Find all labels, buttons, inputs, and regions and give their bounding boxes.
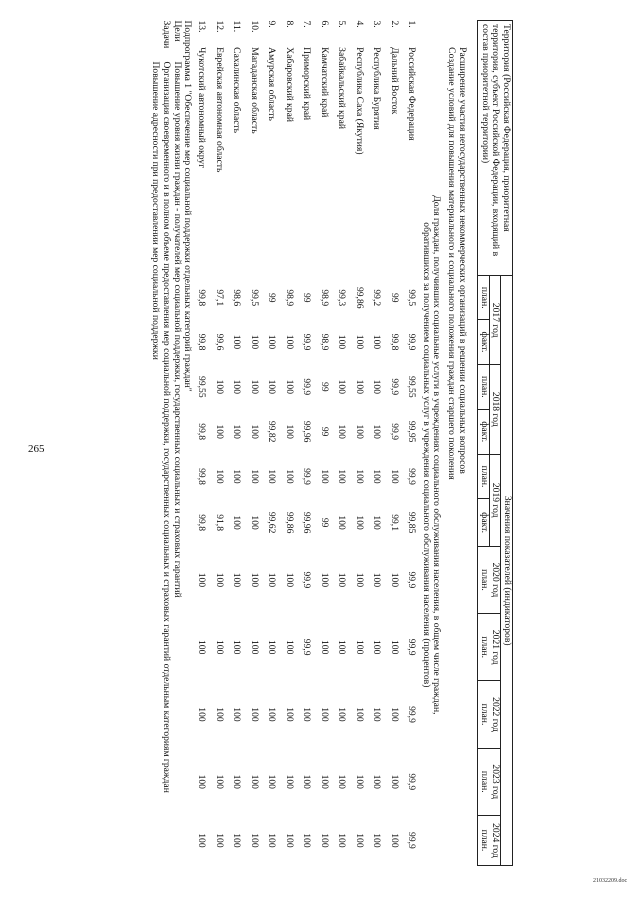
value-cell: 100 [283,640,295,655]
value-cell: 100 [318,707,330,722]
paragraph-row [456,21,477,866]
territory-name: Приморский край [301,47,313,121]
territory-name: Забайкальский край [336,47,348,129]
value-cell: 100 [371,774,383,789]
data-rows [192,21,420,866]
year-2019: 2019 год [489,454,501,546]
tasks-label: Задачи [160,20,172,49]
value-cell: 100 [336,334,348,350]
value-cell: 99,9 [388,423,400,441]
value-cell: 100 [231,833,243,848]
year-2017: 2017 год [489,276,501,364]
value-cell: 99,9 [301,378,313,396]
value-cell: 100 [283,424,295,439]
subprogram-row [182,21,193,866]
value-cell: 100 [248,469,260,484]
territory-header: Территория (Российская Федерация, приоритетная территория, субъект Российской Федерации, входящий в состав приоритетной территории) [477,21,512,276]
row-number: 2. [388,20,400,28]
value-cell: 100 [213,707,225,722]
row-number: 10. [248,20,260,33]
header-row-1 [501,21,513,866]
value-cell: 100 [248,833,260,848]
territory-name: Амурская область [266,47,278,121]
value-cell: 100 [248,515,260,530]
value-cell: 100 [213,833,225,848]
value-cell: 100 [371,833,383,848]
value-cell: 99,86 [283,511,295,534]
table-row [402,21,420,866]
value-cell: 100 [231,469,243,484]
table-row [350,21,368,866]
indicators-table [149,20,513,866]
value-cell: 99,9 [301,468,313,485]
row-number: 3. [371,20,383,28]
subprogram-title: Подпрограмма 1 "Обеспечение мер социальной поддержки отдельных категорий граждан" [182,20,194,392]
value-cell: 100 [196,707,208,722]
value-cell: 100 [231,640,243,655]
row-number: 4. [353,20,365,28]
value-cell: 100 [231,334,243,350]
value-cell: 99,8 [196,333,208,351]
value-cell: 100 [283,469,295,484]
table-row [297,21,315,866]
indicators-header: Значения показателей (индикаторов) [501,276,513,866]
value-cell: 100 [371,334,383,350]
value-cell: 99,96 [301,511,313,534]
value-cell: 100 [388,774,400,789]
value-cell: 99,86 [353,286,365,309]
value-cell: 99,1 [388,514,400,531]
value-cell: 99,2 [371,289,383,307]
value-cell: 100 [318,774,330,789]
value-cell: 99,9 [406,773,418,791]
value-cell: 100 [248,334,260,350]
paragraph-1: Расширение участия негосударственных некоммерческих организаций в решении социальных вопросов [456,47,468,474]
value-cell: 100 [301,833,313,848]
value-cell: 100 [371,379,383,395]
value-cell: 100 [196,774,208,789]
value-cell: 100 [336,774,348,789]
tasks-cell [149,21,170,866]
value-cell: 100 [266,572,278,588]
value-cell: 100 [213,572,225,588]
value-cell: 100 [266,379,278,395]
goals-row [171,21,182,866]
value-cell: 100 [353,833,365,848]
value-cell: 99,8 [388,333,400,351]
value-cell: 99 [388,292,400,303]
territory-name: Камчатский край [318,47,330,118]
plan-2017: план. [477,276,489,320]
value-cell: 100 [353,572,365,588]
fact-2018: факт. [477,409,489,454]
value-cell: 100 [353,379,365,395]
value-cell: 100 [336,572,348,588]
value-cell: 100 [318,640,330,655]
year-2020: 2020 год план. [477,546,500,613]
value-cell: 100 [266,774,278,789]
value-cell: 99,5 [406,289,418,307]
indicator-title-row [420,21,431,866]
value-cell: 100 [213,469,225,484]
table-row [280,21,298,866]
year-2023: 2023 год план. [477,748,500,815]
task-2: Повышение адресности при предоставлении мер социальной поддержки [150,61,162,360]
value-cell: 100 [353,707,365,722]
fact-2019: факт. [477,499,489,546]
value-cell: 100 [248,640,260,655]
territory-name: Магаданская область [248,47,260,134]
value-cell: 100 [318,469,330,484]
value-cell: 100 [248,572,260,588]
value-cell: 99,3 [336,289,348,307]
table-row [332,21,350,866]
table-row [210,21,228,866]
footer-code: 21032209.doc [593,878,628,884]
value-cell: 99 [266,292,278,303]
indicator-title-row [431,21,446,866]
value-cell: 100 [336,707,348,722]
value-cell: 99,82 [266,420,278,443]
territory-name: Республика Саха (Якутия) [353,47,365,155]
value-cell: 100 [318,833,330,848]
value-cell: 100 [213,424,225,439]
page-number: 265 [28,443,45,455]
value-cell: 100 [231,515,243,530]
value-cell: 100 [371,572,383,588]
value-cell: 99,9 [301,571,313,589]
task-1: Организация своевременного и в полном объеме предоставления мер социальной поддержки, государственных социальных и страховых гарантий отдельным категориям граждан [160,61,172,793]
value-cell: 99,5 [248,289,260,307]
value-cell: 100 [283,379,295,395]
value-cell: 99,85 [406,511,418,534]
value-cell: 99,6 [213,333,225,351]
value-cell: 99 [318,426,330,437]
value-cell: 100 [283,774,295,789]
value-cell: 100 [283,572,295,588]
value-cell: 99,9 [406,832,418,849]
value-cell: 98,9 [283,289,295,307]
value-cell: 99 [318,517,330,528]
value-cell: 99,9 [406,571,418,589]
value-cell: 100 [213,774,225,789]
value-cell: 100 [336,379,348,395]
value-cell: 100 [231,424,243,439]
goals-value: Повышение уровня жизни граждан - получателей мер социальной поддержки, государственных социальных и страховых гарантий [171,61,183,598]
row-number: 12. [213,20,225,33]
paragraph-2: Создание условий для повышения материального и социального положения граждан старшего поколения [446,47,458,480]
value-cell: 97,1 [213,289,225,307]
table-row [367,21,385,866]
year-2021: 2021 год план. [477,614,500,681]
table-row [227,21,245,866]
plan-2019: план. [477,454,489,499]
value-cell: 100 [266,469,278,484]
territory-name: Республика Бурятия [371,47,383,130]
value-cell: 100 [283,833,295,848]
value-cell: 99,96 [301,420,313,443]
value-cell: 99,9 [406,706,418,723]
row-number: 11. [231,20,243,33]
indicator-title-2: обратившихся за получением социальных услуг в учреждения социального обслуживания населения (процентов) [420,222,432,688]
row-number: 9. [266,20,278,28]
table-row [192,21,210,866]
row-number: 5. [336,20,348,28]
value-cell: 99,8 [196,289,208,307]
value-cell: 91,8 [213,514,225,531]
table-row [385,21,403,866]
territory-name: Еврейская автономная область [213,47,225,173]
value-cell: 99,9 [301,333,313,351]
value-cell: 99,55 [406,376,418,398]
territory-name: Российская Федерация [406,47,418,141]
value-cell: 100 [353,334,365,350]
value-cell: 100 [213,379,225,395]
year-2022: 2022 год план. [477,681,500,748]
value-cell: 100 [196,640,208,655]
territory-name: Чукотский автономный округ [196,47,208,169]
value-cell: 100 [318,572,330,588]
territory-name: Дальний Восток [388,47,400,115]
value-cell: 99,8 [196,514,208,531]
value-cell: 99 [301,292,313,303]
row-number: 1. [406,20,418,28]
value-cell: 100 [283,334,295,350]
value-cell: 100 [248,774,260,789]
plan-2018: план. [477,364,489,409]
goals-label: Цели [171,20,183,42]
value-cell: 100 [388,572,400,588]
value-cell: 100 [266,334,278,350]
value-cell: 99,9 [301,638,313,656]
value-cell: 100 [283,707,295,722]
value-cell: 100 [336,833,348,848]
value-cell: 100 [353,469,365,484]
row-number: 8. [283,20,295,28]
value-cell: 100 [248,424,260,439]
table-row [245,21,263,866]
row-number: 13. [196,20,208,33]
table-row [262,21,280,866]
value-cell: 100 [266,640,278,655]
row-number: 7. [301,20,313,28]
value-cell: 100 [213,640,225,655]
value-cell: 100 [266,707,278,722]
value-cell: 99,9 [406,333,418,351]
value-cell: 100 [371,515,383,530]
value-cell: 99,8 [196,423,208,441]
value-cell: 100 [336,469,348,484]
value-cell: 100 [371,640,383,655]
value-cell: 99,55 [196,376,208,398]
value-cell: 100 [353,515,365,530]
value-cell: 100 [353,424,365,439]
value-cell: 100 [231,774,243,789]
value-cell: 100 [231,572,243,588]
value-cell: 100 [248,379,260,395]
value-cell: 100 [196,572,208,588]
goals-text [171,20,183,598]
value-cell: 98,6 [231,289,243,307]
value-cell: 99,8 [196,468,208,485]
value-cell: 98,9 [318,333,330,351]
value-cell: 100 [371,707,383,722]
indicator-title-1: Доля граждан, получивших социальные услуги в учреждениях социального обслуживания населения, в общем числе граждан, [431,195,443,715]
value-cell: 100 [336,515,348,530]
value-cell: 100 [388,833,400,848]
value-cell: 100 [371,424,383,439]
value-cell: 100 [388,469,400,484]
year-2024: 2024 год план. [477,815,500,865]
value-cell: 100 [196,833,208,848]
paragraph-row [445,21,456,866]
value-cell: 100 [388,707,400,722]
value-cell: 99,62 [266,511,278,534]
value-cell: 100 [301,774,313,789]
value-cell: 100 [336,640,348,655]
value-cell: 100 [301,707,313,722]
fact-2017: факт. [477,320,489,365]
territory-name: Хабаровский край [283,47,295,123]
value-cell: 99,95 [406,420,418,443]
value-cell: 100 [248,707,260,722]
value-cell: 100 [266,833,278,848]
territory-name: Сахалинская область [231,47,243,134]
tasks-row [149,21,170,866]
value-cell: 99,9 [388,378,400,396]
row-number: 6. [318,20,330,28]
value-cell: 98,9 [318,289,330,307]
value-cell: 100 [371,469,383,484]
year-2018: 2018 год [489,364,501,454]
table-row [315,21,333,866]
value-cell: 100 [336,424,348,439]
value-cell: 100 [231,707,243,722]
value-cell: 100 [388,640,400,655]
value-cell: 99,9 [406,468,418,485]
value-cell: 99 [318,382,330,392]
value-cell: 100 [231,379,243,395]
value-cell: 100 [353,774,365,789]
value-cell: 99,9 [406,638,418,656]
value-cell: 100 [353,640,365,655]
